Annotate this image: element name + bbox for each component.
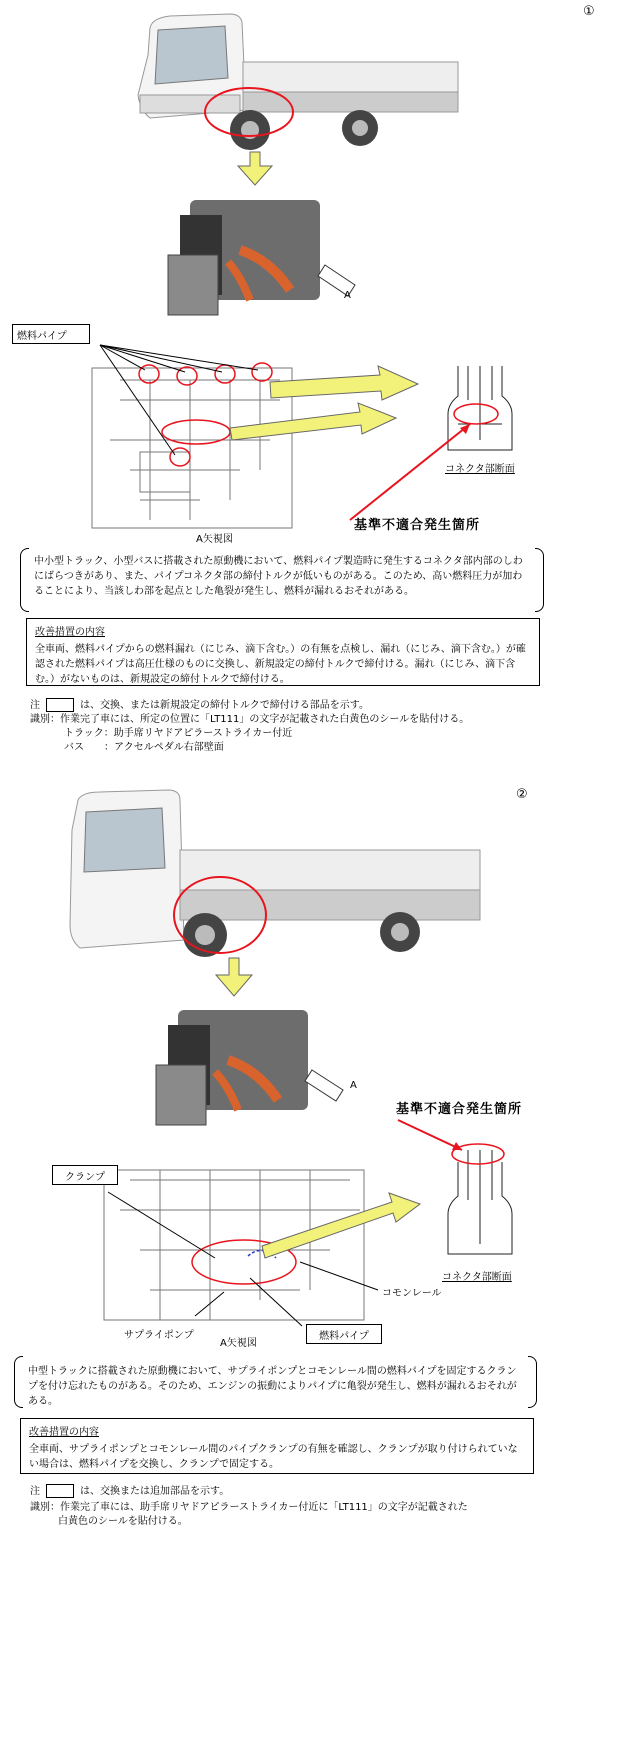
- clamp-label: クランプ: [52, 1165, 118, 1185]
- section1-defect-title: 基準不適合発生箇所: [354, 518, 481, 533]
- section1-remedy-title: 改善措置の内容: [35, 627, 105, 638]
- engine-2-image: [156, 1010, 343, 1125]
- section1-note-text: は、交換、または新規設定の締付トルクで締付ける部品を示す。: [80, 700, 369, 711]
- section1-note-swatch: [46, 698, 74, 712]
- section2-id-line2: 白黄色のシールを貼付ける。: [58, 1516, 188, 1527]
- section1-id-line3: バス ：アクセルペダル右部壁面: [64, 742, 224, 753]
- section2-description: 中型トラックに搭載された原動機において、サプライポンプとコモンレール間の燃料パイプを固定するクランプを付け忘れたものがある。そのため、エンジンの振動によりパイプに亀裂が発生し、燃料が漏れるおそれがある。: [28, 1366, 517, 1407]
- connector-section-1: [448, 366, 512, 450]
- section2-connector-label: コネクタ部断面: [442, 1272, 512, 1283]
- truck-1-image: [125, 14, 458, 150]
- section1-number: ①: [583, 4, 595, 19]
- section2-number: ②: [516, 787, 528, 802]
- section2-view-label: A矢視図: [220, 1338, 257, 1349]
- engine-schematic-2: [104, 1170, 364, 1320]
- engine-schematic-1: [92, 368, 292, 528]
- section2-arrow-a-label: A: [350, 1080, 357, 1091]
- common-rail-label: コモンレール: [382, 1288, 442, 1299]
- section1-view-label: A矢視図: [196, 534, 233, 545]
- section2-id-line1: 識別：作業完了車には、助手席リヤドアピラーストライカー付近に「LT111」の文字が記載された: [30, 1502, 468, 1513]
- section2-defect-title: 基準不適合発生箇所: [396, 1102, 523, 1117]
- section1-arrow-a-label: A: [344, 290, 351, 301]
- truck-2-image: [70, 790, 480, 957]
- section2-note-prefix: 注: [30, 1486, 40, 1497]
- section1-description: 中小型トラック、小型バスに搭載された原動機において、燃料パイプ製造時に発生するコネクタ部内部のしわにばらつきがあり、また、パイプコネクタ部の締付トルクが低いものがある。このため、高い燃料圧力が加わることにより、当該しわ部を起点とした亀裂が発生し、燃料が漏れるおそれがある。: [34, 556, 523, 597]
- section1-id-line2: トラック：助手席リヤドアピラーストライカー付近: [64, 728, 293, 739]
- section2-remedy-text: 全車両、サプライポンプとコモンレール間のパイプクランプの有無を確認し、クランプが取り付けられていない場合は、燃料パイプを交換し、クランプで固定する。: [29, 1444, 518, 1470]
- section1-note: [30, 698, 590, 713]
- fuel-pipe-label: 燃料パイプ: [12, 324, 90, 344]
- section2-note-text: は、交換または追加部品を示す。: [80, 1486, 230, 1497]
- supply-pump-label: サプライポンプ: [124, 1330, 194, 1341]
- section1-remedy-box: [26, 618, 540, 686]
- section2-fuel-pipe-label: 燃料パイプ: [306, 1324, 382, 1344]
- section1-connector-label: コネクタ部断面: [445, 464, 515, 475]
- section1-note-prefix: 注: [30, 700, 40, 711]
- section1-id-line1: 識別：作業完了車には、所定の位置に「LT111」の文字が記載された白黄色のシールを貼付ける。: [30, 714, 470, 725]
- engine-1-image: [168, 200, 355, 315]
- section1-remedy-text: 全車両、燃料パイプからの燃料漏れ（にじみ、滴下含む。）の有無を点検し、漏れ（にじみ、滴下含む。）が確認された燃料パイプは高圧仕様のものに交換し、新規設定の締付トルクで締付ける。漏れ（にじみ、滴下含む。）がないものは、新規設定の締付トルクで締付ける。: [35, 644, 526, 685]
- section2-note-swatch: [46, 1484, 74, 1498]
- section2-note: [30, 1484, 590, 1499]
- section2-remedy-title: 改善措置の内容: [29, 1427, 99, 1438]
- section2-remedy-box: [20, 1418, 534, 1474]
- connector-section-2: [448, 1144, 512, 1254]
